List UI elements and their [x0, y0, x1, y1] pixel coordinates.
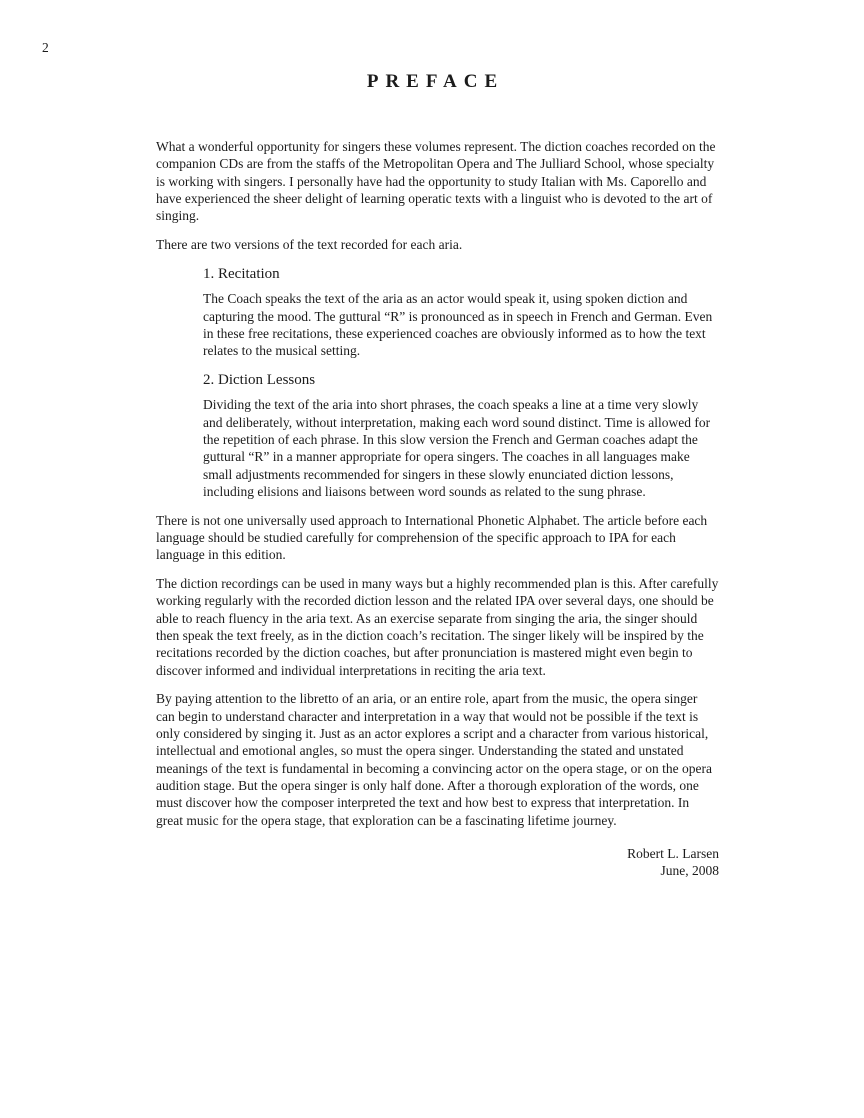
page-title: PREFACE [366, 71, 505, 92]
signature-block [156, 845, 719, 880]
section-heading-recitation: 1. Recitation [203, 265, 280, 282]
page-number: 2 [42, 40, 49, 55]
signature-name: Robert L. Larsen [627, 845, 719, 861]
section-body-recitation: The Coach speaks the text of the aria as an actor would speak it, using spoken diction and capturing the mood. The guttural “R” is pronounced as in speech in French and German. Even in these free recitations, these experienced coaches are obviously informed as to how the text relates to the musical setting. [203, 291, 713, 359]
paragraph-two-versions: There are two versions of the text recorded for each aria. [156, 236, 463, 252]
paragraph-ipa-note: There is not one universally used approach to International Phonetic Alphabet. The article before each language should be studied carefully for comprehension of the specific approach to IPA for each language in this edition. [156, 512, 708, 563]
signature-date: June, 2008 [660, 863, 719, 879]
section-body-diction-lessons: Dividing the text of the aria into short phrases, the coach speaks a line at a time very slowly and deliberately, without interpretation, making each word sound distinct. Time is allowed for the repetition of each phrase. In this slow version the French and German coaches adapt the guttural “R” in a manner appropriate for opera singers. The coaches in all languages make small adjustments recommended for singers in these slowly enunciated diction lessons, including elisions and liaisons between word sounds as related to the sung phrase. [203, 397, 711, 499]
paragraph-recommended-plan: The diction recordings can be used in many ways but a highly recommended plan is this. After carefully working regularly with the recorded diction lesson and the related IPA over several days, one should be able to reach fluency in the aria text. As an exercise separate from singing the aria, the singer should then speak the text freely, as in the diction coach’s recitation. The singer likely will be inspired by the recitations recorded by the diction coaches, but after pronunciation is mastered might even begin to discover informed and individual interpretations in reciting the aria text. [156, 576, 719, 678]
section-heading-diction-lessons: 2. Diction Lessons [203, 371, 316, 388]
paragraph-intro: What a wonderful opportunity for singers these volumes represent. The diction coaches recorded on the companion CDs are from the staffs of the Metropolitan Opera and The Julliard School, whose specialty is working with singers. I personally have had the opportunity to study Italian with Ms. Caporello and have experienced the sheer delight of learning operatic texts with a linguist who is devoted to the art of singing. [156, 139, 716, 224]
paragraph-libretto: By paying attention to the libretto of an aria, or an entire role, apart from the music, the opera singer can begin to understand character and interpretation in a way that would not be possible if the text is only considered by singing it. Just as an actor explores a script and a character from various historical, intellectual and emotional angles, so must the opera singer. Understanding the stated and unstated meanings of the text is fundamental in becoming a convincing actor on the opera stage, or on the opera audition stage. But the opera singer is only half done. After a thorough exploration of the words, one must discover how the composer interpreted the text and how best to express that interpretation. In great music for the opera stage, that exploration can be a fascinating lifetime journey. [156, 691, 712, 828]
preface-content [156, 138, 719, 880]
